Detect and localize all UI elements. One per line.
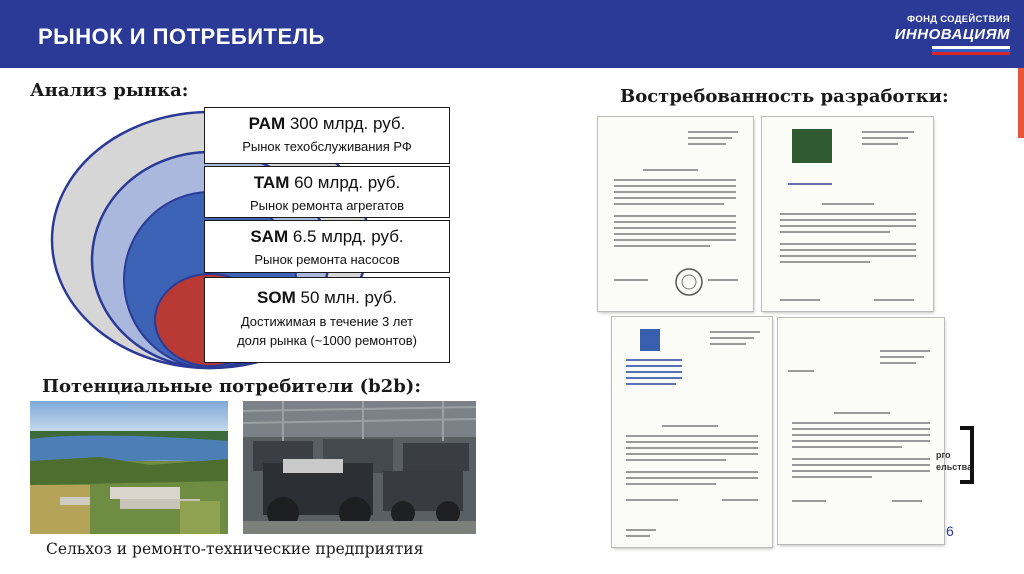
company-logo [792,129,832,163]
pam-desc: Рынок техобслуживания РФ [242,139,412,154]
som-desc-line1: Достижимая в течение 3 лет [240,314,414,329]
segment-som [204,277,450,363]
factory-photo [243,401,476,534]
segment-sam [204,220,450,273]
pam-value: 300 млрд. руб. [289,114,406,133]
support-letter-2 [762,117,933,311]
bracket-decoration [960,426,974,484]
som-value: 50 млн. руб. [300,288,397,307]
seal-icon [674,267,704,297]
segment-tam [204,166,450,218]
consumers-title: Потенциальные потребители (b2b): [42,376,421,397]
sam-desc: Рынок ремонта насосов [254,252,400,267]
support-letter-1 [598,117,753,311]
logo-line1: ФОНД СОДЕЙСТВИЯ [906,14,1010,25]
page-title: РЫНОК И ПОТРЕБИТЕЛЬ [38,24,325,49]
som-abbr: SOM [257,288,296,307]
fund-logo [894,14,1010,56]
cut-off-text-2: ельства [936,462,973,472]
coat-of-arms-icon [634,325,666,355]
farm-photo [30,401,228,534]
som-desc-line2: доля рынка (~1000 ремонтов) [237,333,417,348]
segment-pam [204,107,450,164]
page-number: 6 [946,523,954,539]
market-analysis-title: Анализ рынка: [30,80,189,101]
tam-desc: Рынок ремонта агрегатов [250,198,404,213]
flag-icon [932,46,1010,55]
support-letter-3 [612,317,772,547]
tam-value: 60 млрд. руб. [294,173,401,192]
cut-off-text-1: рго [936,450,951,460]
side-accent-strip [1018,68,1024,138]
sam-value: 6.5 млрд. руб. [292,227,404,246]
support-letter-4 [778,318,944,544]
logo-line2: ИННОВАЦИЯМ [894,26,1010,43]
tam-abbr: TAM [253,173,290,192]
sam-abbr: SAM [250,227,289,246]
pam-abbr: PAM [248,114,286,133]
demand-title: Востребованность разработки: [620,86,949,107]
consumers-caption: Сельхоз и ремонто-технические предприятия [46,540,424,558]
